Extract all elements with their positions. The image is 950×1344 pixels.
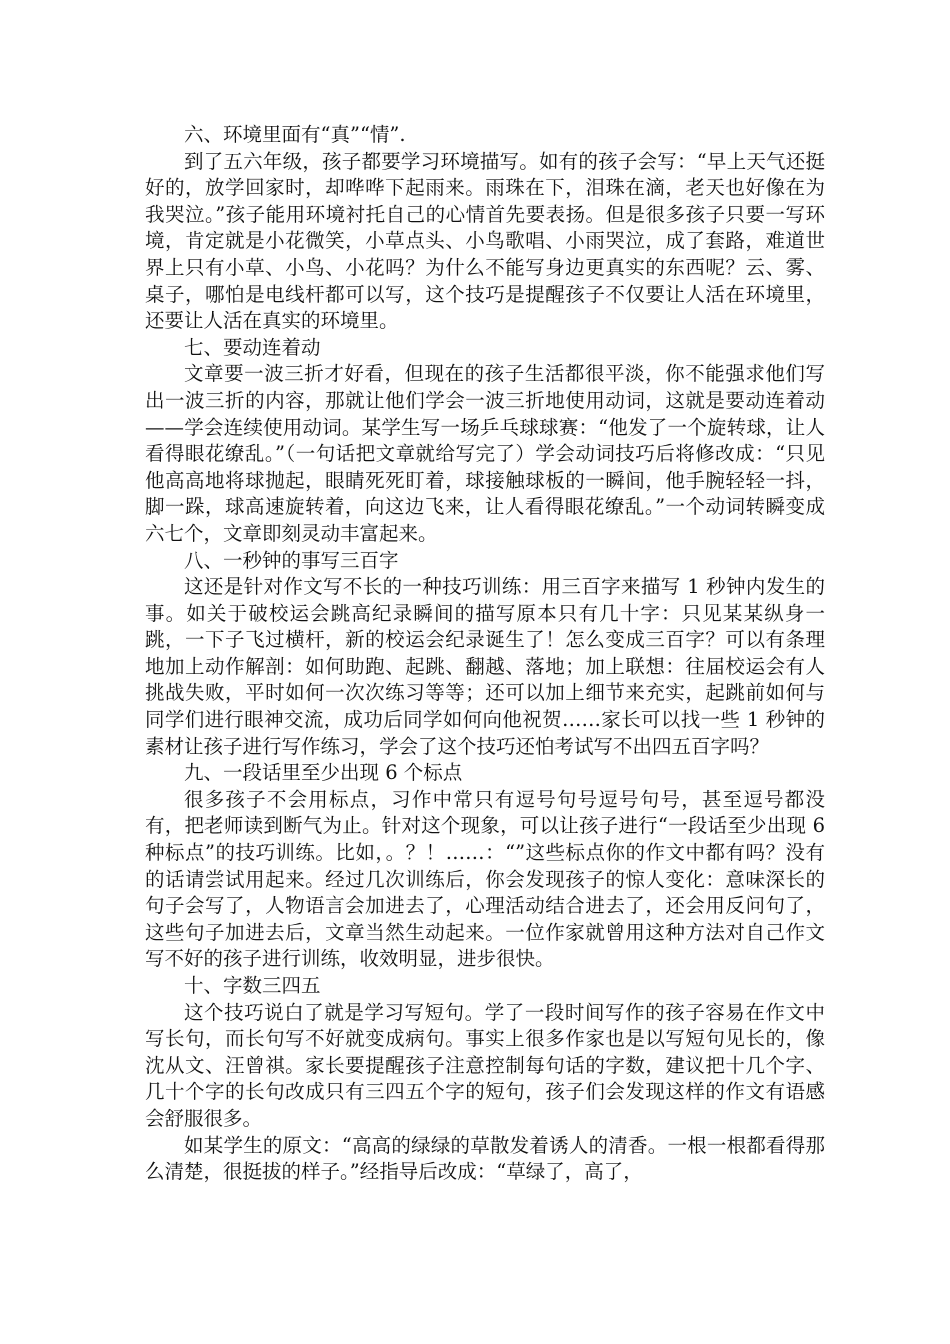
section-heading-nine: 九、一段话里至少出现 6 个标点 <box>184 761 463 785</box>
paragraph-example: 如某学生的原文：“高高的绿绿的草散发着诱人的清香。一根一根都看得那么清楚，很挺拔的样子。”经指导后改成：“草绿了，高了， <box>145 1133 825 1184</box>
paragraph-short-sentences: 这个技巧说白了就是学习写短句。学了一段时间写作的孩子容易在作文中写长句，而长句写不好就变成病句。事实上很多作家也是以写短句见长的，像沈从文、汪曾祺。家长要提醒孩子注意控制每句话的字数，建议把十几个字、几十个字的长句改成只有三四五个字的短句，孩子们会发现这样的作文有语感会舒服很多。 <box>145 1000 825 1130</box>
article-body <box>145 122 825 1186</box>
section-heading-six: 六、环境里面有“真”“情”. <box>184 123 406 146</box>
section-heading-seven: 七、要动连着动 <box>184 335 321 359</box>
section-heading-eight: 八、一秒钟的事写三百字 <box>184 548 399 572</box>
paragraph-environment: 到了五六年级，孩子都要学习环境描写。如有的孩子会写：“早上天气还挺好的，放学回家时，却哗哗下起雨来。雨珠在下，泪珠在滴，老天也好像在为我哭泣。”孩子能用环境衬托自己的心情首先要表扬。但是很多孩子只要一写环境，肯定就是小花微笑，小草点头、小鸟歌唱、小雨哭泣，成了套路，难道世界上只有小草、小鸟、小花吗？为什么不能写身边更真实的东西呢？云、雾、桌子，哪怕是电线杆都可以写，这个技巧是提醒孩子不仅要让人活在环境里，还要让人活在真实的环境里。 <box>145 149 825 333</box>
paragraph-one-second: 这还是针对作文写不长的一种技巧训练：用三百字来描写 1 秒钟内发生的事。如关于破校运会跳高纪录瞬间的描写原本只有几十字：只见某某纵身一跳，一下子飞过横杆，新的校运会纪录诞生了！怎么变成三百字？可以有条理地加上动作解剖：如何助跑、起跳、翻越、落地；加上联想：往届校运会有人挑战失败，平时如何一次次练习等等；还可以加上细节来充实，起跳前如何与同学们进行眼神交流，成功后同学如何向他祝贺……家长可以找一些 1 秒钟的素材让孩子进行写作练习，学会了这个技巧还怕考试写不出四五百字吗？ <box>145 575 825 758</box>
paragraph-punctuation: 很多孩子不会用标点，习作中常只有逗号句号逗号句号，甚至逗号都没有，把老师读到断气为止。针对这个现象，可以让孩子进行“一段话至少出现 6 种标点”的技巧训练。比如，。？！……：“”这些标点你的作文中都有吗？没有的话请尝试用起来。经过几次训练后，你会发现孩子的惊人变化：意味深长的句子会写了，人物语言会加进去了，心理活动结合进去了，还会用反问句了，这些句子加进去后，文章当然生动起来。一位作家就曾用这种方法对自己作文写不好的孩子进行训练，收效明显，进步很快。 <box>145 787 825 971</box>
paragraph-verbs: 文章要一波三折才好看，但现在的孩子生活都很平淡，你不能强求他们写出一波三折的内容，那就让他们学会一波三折地使用动词，这就是要动连着动——学会连续使用动词。某学生写一场乒乓球球赛：“他发了一个旋转球，让人看得眼花缭乱。”（一句话把文章就给写完了）学会动词技巧后将修改成：“只见他高高地将球抛起，眼睛死死盯着，球接触球板的一瞬间，他手腕轻轻一抖，脚一跺，球高速旋转着，向这边飞来，让人看得眼花缭乱。”一个动词转瞬变成六七个，文章即刻灵动丰富起来。 <box>145 362 825 545</box>
section-heading-ten: 十、字数三四五 <box>184 974 321 997</box>
